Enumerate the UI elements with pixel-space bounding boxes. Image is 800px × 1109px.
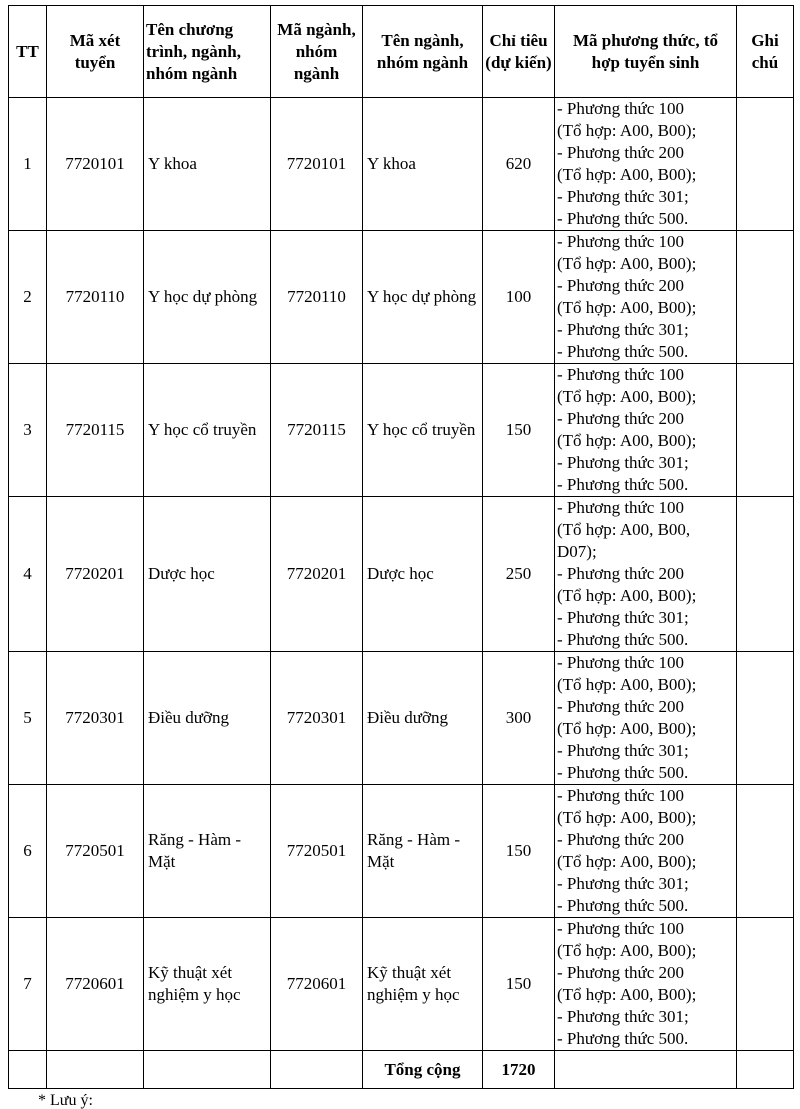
method-line: - Phương thức 200: [557, 963, 685, 982]
method-line: - Phương thức 301;: [557, 1007, 689, 1026]
row-chi-tieu: 620: [483, 98, 555, 231]
method-line: (Tổ hợp: A00, B00);: [557, 586, 697, 605]
row-chi-tieu: 150: [483, 364, 555, 497]
header-ghi-chu: Ghi chú: [737, 6, 794, 98]
method-line: - Phương thức 100: [557, 786, 685, 805]
total-empty-2: [47, 1051, 144, 1089]
method-line: D07);: [557, 542, 597, 561]
method-line: - Phương thức 301;: [557, 608, 689, 627]
row-ten-chuong-trinh: Răng - Hàm - Mặt: [144, 785, 271, 918]
method-line: - Phương thức 500.: [557, 1029, 689, 1048]
row-ma-nganh: 7720115: [271, 364, 363, 497]
header-ma-phuong-thuc: Mã phương thức, tổ hợp tuyển sinh: [555, 6, 737, 98]
total-empty-6: [737, 1051, 794, 1089]
row-ma-xet-tuyen: 7720501: [47, 785, 144, 918]
row-ten-chuong-trinh: Điều dưỡng: [144, 652, 271, 785]
row-methods: [555, 918, 737, 1051]
row-ten-nganh: Kỹ thuật xét nghiệm y học: [363, 918, 483, 1051]
row-chi-tieu: 250: [483, 497, 555, 652]
header-ten-nganh: Tên ngành, nhóm ngành: [363, 6, 483, 98]
method-line: - Phương thức 500.: [557, 475, 689, 494]
row-chi-tieu: 150: [483, 918, 555, 1051]
method-line: (Tổ hợp: A00, B00,: [557, 520, 691, 539]
table-row: [9, 652, 794, 785]
row-chi-tieu: 300: [483, 652, 555, 785]
row-ma-nganh: 7720301: [271, 652, 363, 785]
row-ghi-chu: [737, 652, 794, 785]
row-ma-nganh: 7720110: [271, 231, 363, 364]
row-ten-chuong-trinh: Y khoa: [144, 98, 271, 231]
row-tt: 7: [9, 918, 47, 1051]
row-methods: [555, 497, 737, 652]
row-methods: [555, 652, 737, 785]
row-tt: 3: [9, 364, 47, 497]
total-empty-5: [555, 1051, 737, 1089]
method-line: (Tổ hợp: A00, B00);: [557, 254, 697, 273]
table-body: [9, 98, 794, 1089]
method-line: (Tổ hợp: A00, B00);: [557, 121, 697, 140]
table-row: [9, 785, 794, 918]
table-row: [9, 364, 794, 497]
method-line: - Phương thức 500.: [557, 209, 689, 228]
row-ma-xet-tuyen: 7720115: [47, 364, 144, 497]
row-ma-nganh: 7720501: [271, 785, 363, 918]
row-methods: [555, 785, 737, 918]
method-line: - Phương thức 200: [557, 830, 685, 849]
row-ma-nganh: 7720201: [271, 497, 363, 652]
row-ghi-chu: [737, 98, 794, 231]
table-row: [9, 497, 794, 652]
method-line: - Phương thức 301;: [557, 741, 689, 760]
method-line: (Tổ hợp: A00, B00);: [557, 852, 697, 871]
header-ma-xet-tuyen: Mã xét tuyển: [47, 6, 144, 98]
row-methods: [555, 364, 737, 497]
row-ma-xet-tuyen: 7720601: [47, 918, 144, 1051]
method-line: - Phương thức 100: [557, 232, 685, 251]
total-row: [9, 1051, 794, 1089]
row-ghi-chu: [737, 785, 794, 918]
table-row: [9, 98, 794, 231]
method-line: - Phương thức 200: [557, 409, 685, 428]
row-ten-chuong-trinh: Kỹ thuật xét nghiệm y học: [144, 918, 271, 1051]
method-line: - Phương thức 301;: [557, 874, 689, 893]
method-line: (Tổ hợp: A00, B00);: [557, 675, 697, 694]
header-ten-chuong-trinh: Tên chương trình, ngành, nhóm ngành: [144, 6, 271, 98]
total-label: Tổng cộng: [363, 1051, 483, 1089]
header-chi-tieu: Chỉ tiêu (dự kiến): [483, 6, 555, 98]
method-line: - Phương thức 301;: [557, 320, 689, 339]
row-ma-xet-tuyen: 7720301: [47, 652, 144, 785]
table-row: [9, 918, 794, 1051]
header-row: [9, 6, 794, 98]
method-line: - Phương thức 500.: [557, 896, 689, 915]
method-line: - Phương thức 301;: [557, 453, 689, 472]
row-ma-xet-tuyen: 7720110: [47, 231, 144, 364]
row-tt: 1: [9, 98, 47, 231]
row-ma-xet-tuyen: 7720101: [47, 98, 144, 231]
total-empty-3: [144, 1051, 271, 1089]
table-row: [9, 231, 794, 364]
row-ten-nganh: Y học cổ truyền: [363, 364, 483, 497]
method-line: - Phương thức 100: [557, 365, 685, 384]
method-line: - Phương thức 500.: [557, 342, 689, 361]
method-line: (Tổ hợp: A00, B00);: [557, 387, 697, 406]
total-empty-1: [9, 1051, 47, 1089]
row-ten-chuong-trinh: Y học cổ truyền: [144, 364, 271, 497]
row-chi-tieu: 150: [483, 785, 555, 918]
row-tt: 4: [9, 497, 47, 652]
row-ghi-chu: [737, 364, 794, 497]
row-ma-nganh: 7720101: [271, 98, 363, 231]
method-line: - Phương thức 200: [557, 564, 685, 583]
row-ten-nganh: Y khoa: [363, 98, 483, 231]
row-methods: [555, 98, 737, 231]
row-ten-nganh: Răng - Hàm - Mặt: [363, 785, 483, 918]
row-ma-nganh: 7720601: [271, 918, 363, 1051]
row-ten-chuong-trinh: Y học dự phòng: [144, 231, 271, 364]
row-ten-chuong-trinh: Dược học: [144, 497, 271, 652]
method-line: (Tổ hợp: A00, B00);: [557, 941, 697, 960]
method-line: - Phương thức 100: [557, 919, 685, 938]
admission-table: [8, 5, 794, 1089]
total-empty-4: [271, 1051, 363, 1089]
method-line: - Phương thức 100: [557, 99, 685, 118]
row-ten-nganh: Dược học: [363, 497, 483, 652]
method-line: - Phương thức 200: [557, 143, 685, 162]
method-line: - Phương thức 100: [557, 653, 685, 672]
total-value: 1720: [483, 1051, 555, 1089]
header-tt: TT: [9, 6, 47, 98]
row-ten-nganh: Điều dưỡng: [363, 652, 483, 785]
method-line: (Tổ hợp: A00, B00);: [557, 431, 697, 450]
footnote: * Lưu ý:: [38, 1092, 93, 1109]
row-tt: 6: [9, 785, 47, 918]
row-ghi-chu: [737, 231, 794, 364]
method-line: - Phương thức 301;: [557, 187, 689, 206]
method-line: - Phương thức 100: [557, 498, 685, 517]
method-line: (Tổ hợp: A00, B00);: [557, 808, 697, 827]
row-ghi-chu: [737, 497, 794, 652]
row-ghi-chu: [737, 918, 794, 1051]
header-ma-nganh: Mã ngành, nhóm ngành: [271, 6, 363, 98]
row-methods: [555, 231, 737, 364]
row-tt: 5: [9, 652, 47, 785]
row-ma-xet-tuyen: 7720201: [47, 497, 144, 652]
method-line: (Tổ hợp: A00, B00);: [557, 985, 697, 1004]
row-tt: 2: [9, 231, 47, 364]
method-line: (Tổ hợp: A00, B00);: [557, 719, 697, 738]
method-line: - Phương thức 500.: [557, 630, 689, 649]
method-line: - Phương thức 500.: [557, 763, 689, 782]
method-line: (Tổ hợp: A00, B00);: [557, 165, 697, 184]
row-ten-nganh: Y học dự phòng: [363, 231, 483, 364]
method-line: - Phương thức 200: [557, 697, 685, 716]
method-line: (Tổ hợp: A00, B00);: [557, 298, 697, 317]
method-line: - Phương thức 200: [557, 276, 685, 295]
row-chi-tieu: 100: [483, 231, 555, 364]
